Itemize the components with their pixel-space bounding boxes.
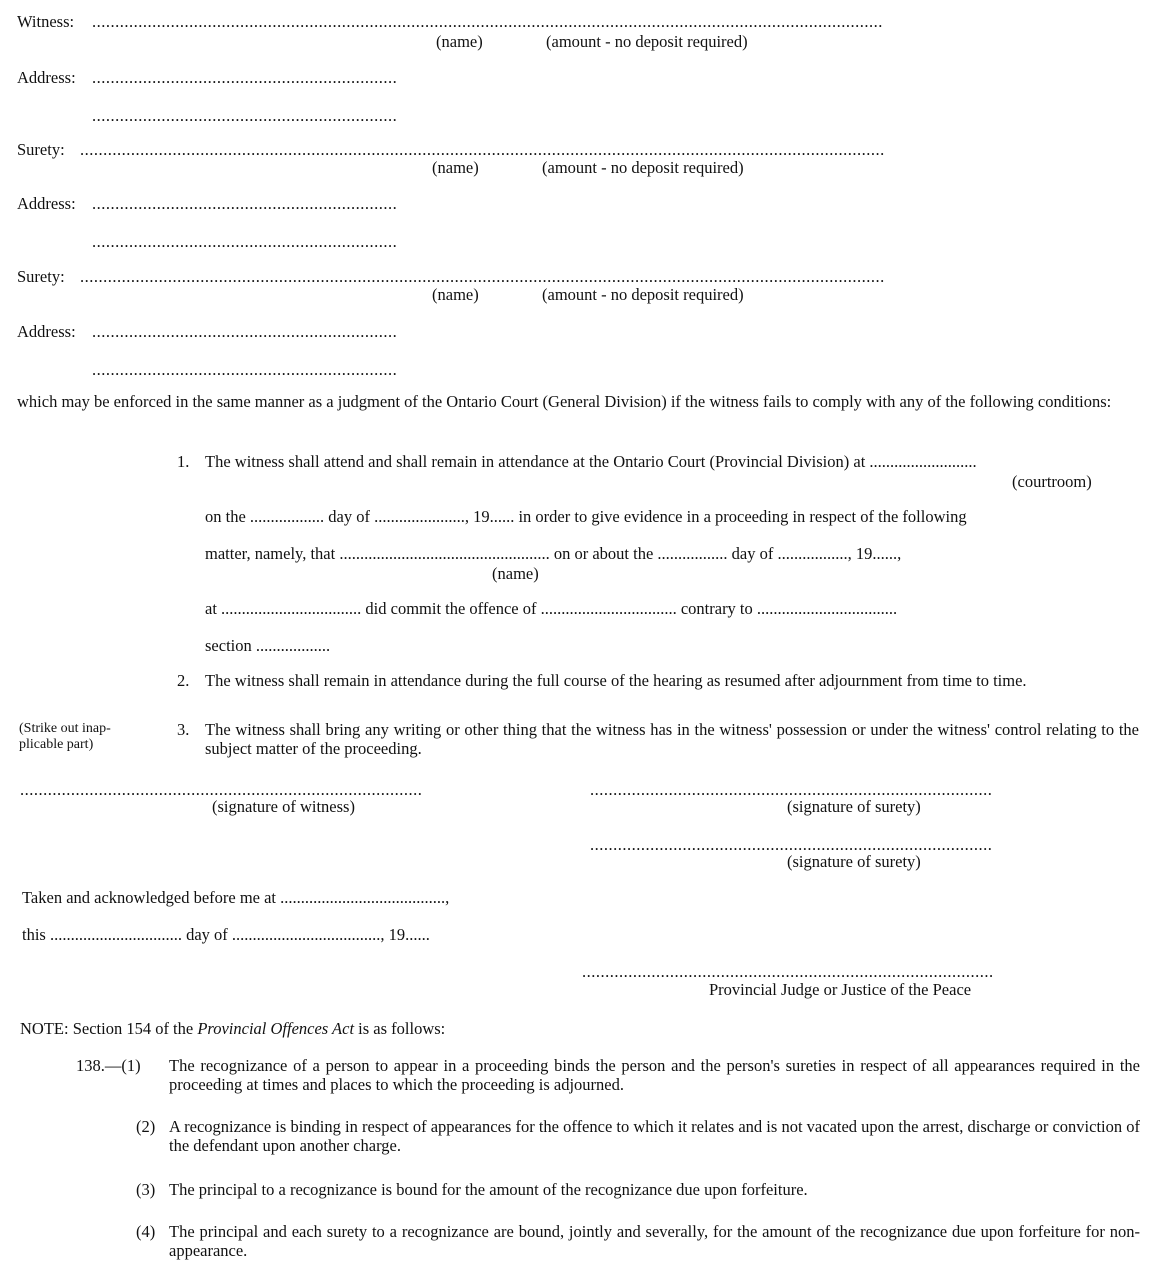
condition-1-line-3: matter, namely, that ................................................... on or about the ................. day of ................., 19......, [205,544,902,563]
surety-1-amount-caption: (amount - no deposit required) [542,158,744,177]
section-138-3-number: (3) [136,1180,156,1199]
section-138-1-text: The recognizance of a person to appear in a proceeding binds the person and the person's sureties in respect of all appearances required in the proceeding at times and places to which the proceeding is adjourned. [169,1056,1140,1094]
act-title: Provincial Offences Act [197,1019,355,1038]
section-138-3-text: The principal to a recognizance is bound for the amount of the recognizance due upon forfeiture. [169,1180,808,1199]
courtroom-caption: (courtroom) [1012,472,1092,491]
note-heading [20,1019,445,1039]
surety-2-address-line-1: .................................................................. [92,322,398,341]
judge-signature-line: ......................................................................................... [582,962,994,981]
surety-1-label: Surety: [17,140,65,159]
surety-1-name-amount-line: .............................................................................................................................................................................. [80,140,885,159]
witness-signature-line: ....................................................................................... [20,780,423,799]
surety-2-address-label: Address: [17,322,76,341]
strike-out-margin-note: (Strike out inap- plicable part) [19,721,111,752]
surety-1-signature-caption: (signature of surety) [787,797,921,816]
note-prefix: NOTE: Section 154 of the [20,1019,198,1038]
condition-2-text: The witness shall remain in attendance during the full course of the hearing as resumed after adjournment from time to time. [205,671,1027,690]
surety-1-address-line-2: .................................................................. [92,232,398,251]
condition-3-text: The witness shall bring any writing or other thing that the witness has in the witness' possession or under the witness' control relating to the subject matter of the proceeding. [205,720,1139,758]
witness-name-caption: (name) [436,32,483,51]
witness-address-label: Address: [17,68,76,87]
witness-address-line-1: .................................................................. [92,68,398,87]
taken-date-line: this ................................ day of ...................................., 19...... [22,925,430,944]
condition-1-number: 1. [177,452,190,471]
condition-1-line-1: The witness shall attend and shall remain in attendance at the Ontario Court (Provincial Division) at .......................... [205,452,977,471]
witness-address-line-2: .................................................................. [92,106,398,125]
enforcement-paragraph: which may be enforced in the same manner as a judgment of the Ontario Court (General Division) if the witness fails to comply with any of the following conditions: [17,392,1112,411]
taken-before-line: Taken and acknowledged before me at ........................................, [22,888,450,907]
witness-signature-caption: (signature of witness) [212,797,355,816]
note-suffix: is as follows: [354,1019,446,1038]
condition-1-line-4: at .................................. did commit the offence of ................................. contrary to .................................. [205,599,898,618]
surety-2-signature-line: ....................................................................................... [590,835,993,854]
surety-2-name-amount-line: .............................................................................................................................................................................. [80,267,885,286]
surety-1-address-label: Address: [17,194,76,213]
surety-2-amount-caption: (amount - no deposit required) [542,285,744,304]
judge-signature-caption: Provincial Judge or Justice of the Peace [709,980,972,999]
section-138-4-text: The principal and each surety to a recognizance are bound, jointly and severally, for the amount of the recognizance due upon forfeiture for non-appearance. [169,1222,1140,1260]
surety-1-signature-line: ....................................................................................... [590,780,993,799]
surety-2-label: Surety: [17,267,65,286]
accused-name-caption: (name) [492,564,539,583]
surety-1-address-line-1: .................................................................. [92,194,398,213]
surety-1-name-caption: (name) [432,158,479,177]
witness-amount-caption: (amount - no deposit required) [546,32,748,51]
surety-2-signature-caption: (signature of surety) [787,852,921,871]
surety-2-name-caption: (name) [432,285,479,304]
witness-label: Witness: [17,12,75,31]
condition-2-number: 2. [177,671,190,690]
condition-3-number: 3. [177,720,190,739]
section-138-4-number: (4) [136,1222,156,1241]
section-138-2-number: (2) [136,1117,156,1136]
condition-1-line-5: section .................. [205,636,331,655]
witness-name-amount-line: ........................................................................................................................................................................... [92,12,883,31]
section-138-2-text: A recognizance is binding in respect of appearances for the offence to which it relates and is not vacated upon the arrest, discharge or conviction of the defendant upon another charge. [169,1117,1140,1155]
condition-1-line-2: on the .................. day of ......................, 19...... in order to give evidence in a proceeding in respect of the following [205,507,967,526]
section-138-1-number: 138.—(1) [76,1056,141,1075]
surety-2-address-line-2: .................................................................. [92,360,398,379]
